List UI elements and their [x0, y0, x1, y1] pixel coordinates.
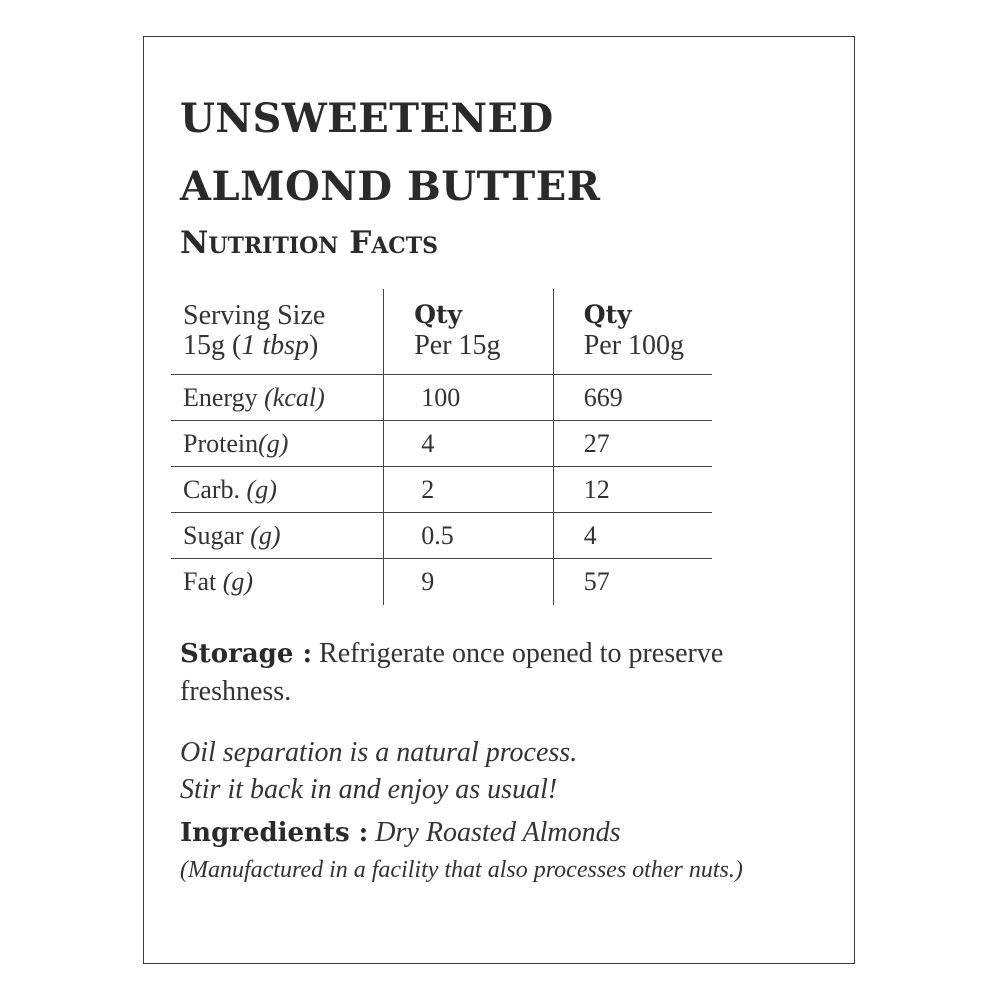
storage-text: Refrigerate once opened to preserve freshness. [180, 638, 724, 707]
table-row [171, 467, 712, 513]
per-15g-label: Per 15g [414, 330, 501, 361]
nutrient-name-protein: Protein(g) [171, 421, 384, 467]
per-100g-label: Per 100g [583, 330, 685, 361]
oil-note-line-2: Stir it back in and enjoy as usual! [180, 774, 558, 805]
qty-per-100g-header [553, 289, 712, 375]
ingredients-value: Dry Roasted Almonds [375, 817, 621, 848]
nutrient-value-per-15g: 4 [384, 421, 554, 467]
qty-label: Qty [414, 300, 463, 329]
storage-instructions [180, 635, 800, 711]
table-row [171, 375, 712, 421]
storage-label: Storage : [180, 639, 313, 669]
oil-separation-note [180, 734, 577, 808]
serving-size-cell [171, 289, 384, 375]
nutrient-value-per-15g: 2 [384, 467, 554, 513]
nutrient-value-per-100g: 57 [553, 559, 712, 606]
nutrient-name-carb: Carb. (g) [171, 467, 384, 513]
nutrient-name-fat: Fat (g) [183, 567, 254, 596]
product-title-line-1: UNSWEETENED [180, 95, 554, 142]
nutrition-facts-heading: Nutrition Facts [180, 225, 439, 261]
nutrient-value-per-100g: 27 [553, 421, 712, 467]
nutrient-value-per-100g: 669 [553, 375, 712, 421]
table-row [171, 421, 712, 467]
nutrient-value-per-15g: 100 [384, 375, 554, 421]
serving-size-value: 15g (1 tbsp) [183, 330, 319, 361]
nutrient-value-per-15g: 0.5 [384, 513, 554, 559]
nutrition-table [171, 289, 712, 605]
table-row [171, 513, 712, 559]
qty-per-15g-header [384, 289, 554, 375]
nutrient-value-per-15g: 9 [384, 559, 554, 606]
nutrient-name-energy: Energy (kcal) [171, 375, 384, 421]
table-header-row [171, 289, 712, 375]
qty-label: Qty [583, 300, 632, 329]
ingredients-label: Ingredients : [180, 818, 369, 848]
serving-size-label: Serving Size [183, 300, 326, 331]
nutrient-name-sugar: Sugar (g) [171, 513, 384, 559]
oil-note-line-1: Oil separation is a natural process. [180, 737, 578, 768]
table-row [171, 559, 712, 606]
ingredients [180, 813, 621, 853]
nutrition-label-card [143, 36, 855, 964]
product-title-line-2: ALMOND BUTTER [180, 163, 601, 210]
facility-note: (Manufactured in a facility that also processes other nuts.) [180, 857, 743, 883]
product-title [180, 85, 600, 221]
nutrient-value-per-100g: 4 [553, 513, 712, 559]
nutrient-value-per-100g: 12 [553, 467, 712, 513]
